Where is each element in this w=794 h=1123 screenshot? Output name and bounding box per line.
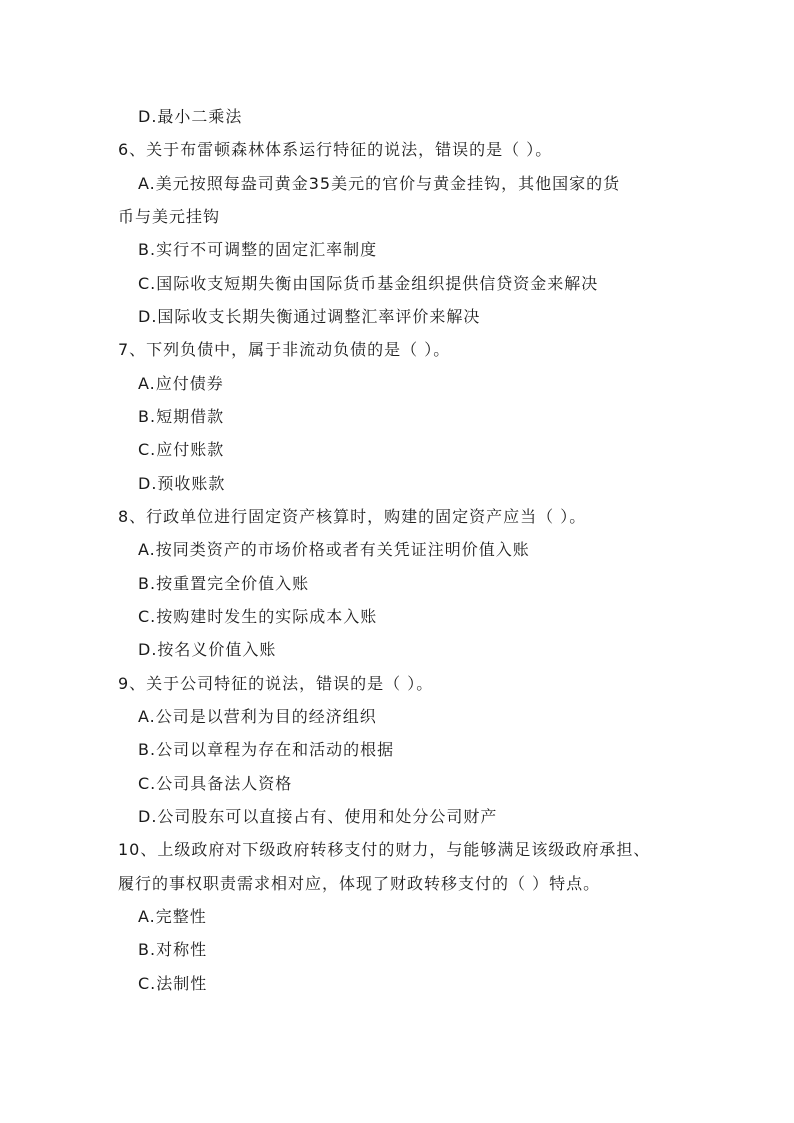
question-7: 7、下列负债中，属于非流动负债的是（ ）。 [118, 340, 451, 359]
option-9c: C.公司具备法人资格 [138, 774, 293, 793]
option-6c: C.国际收支短期失衡由国际货币基金组织提供信贷资金来解决 [138, 274, 599, 293]
option-8c: C.按购建时发生的实际成本入账 [138, 607, 378, 626]
option-9d: D.公司股东可以直接占有、使用和处分公司财产 [138, 807, 498, 826]
question-10-continued: 履行的事权职责需求相对应，体现了财政转移支付的（ ）特点。 [118, 874, 601, 893]
option-6a: A.美元按照每盎司黄金35美元的官价与黄金挂钩，其他国家的货 [138, 174, 621, 193]
option-6a-continued: 币与美元挂钩 [118, 207, 221, 226]
question-8: 8、行政单位进行固定资产核算时，购建的固定资产应当（ ）。 [118, 507, 587, 526]
option-8d: D.按名义价值入账 [138, 640, 277, 659]
option-10b: B.对称性 [138, 940, 208, 959]
option-10c: C.法制性 [138, 974, 208, 993]
option-7d: D.预收账款 [138, 474, 226, 493]
option-10a: A.完整性 [138, 907, 207, 926]
option-5d: D.最小二乘法 [138, 107, 243, 126]
option-7c: C.应付账款 [138, 440, 225, 459]
question-10: 10、上级政府对下级政府转移支付的财力，与能够满足该级政府承担、 [118, 840, 651, 859]
option-7b: B.短期借款 [138, 407, 225, 426]
option-9a: A.公司是以营利为目的经济组织 [138, 707, 377, 726]
option-6b: B.实行不可调整的固定汇率制度 [138, 240, 378, 259]
option-9b: B.公司以章程为存在和活动的根据 [138, 740, 395, 759]
option-7a: A.应付债券 [138, 374, 224, 393]
option-6d: D.国际收支长期失衡通过调整汇率评价来解决 [138, 307, 481, 326]
question-6: 6、关于布雷顿森林体系运行特征的说法，错误的是（ ）。 [118, 140, 553, 159]
option-8b: B.按重置完全价值入账 [138, 574, 310, 593]
option-8a: A.按同类资产的市场价格或者有关凭证注明价值入账 [138, 540, 530, 559]
question-9: 9、关于公司特征的说法，错误的是（ ）。 [118, 674, 434, 693]
